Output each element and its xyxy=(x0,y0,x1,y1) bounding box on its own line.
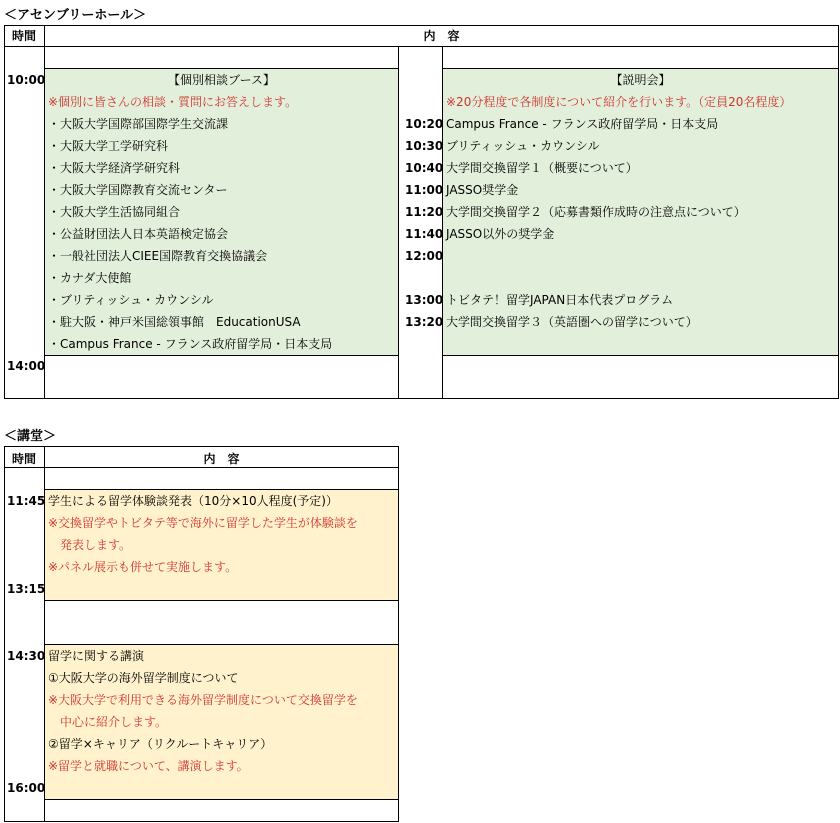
session-time: 10:40 xyxy=(405,161,444,175)
booth-item: ・一般社団法人CIEE国際教育交換協議会 xyxy=(48,249,268,263)
booth-item: ・大阪大学工学研究科 xyxy=(48,139,169,153)
assembly-header-time: 時間 xyxy=(11,29,36,43)
lecture-2-line: 留学に関する講演 xyxy=(48,649,145,663)
lecture-1-line: 学生による留学体験談発表（10分×10人程度(予定)） xyxy=(48,494,338,508)
session-time: 12:00 xyxy=(405,249,444,263)
session-time: 11:20 xyxy=(405,205,444,219)
lecture-header-content: 内 容 xyxy=(203,452,240,466)
lecture-time-2-start: 14:30 xyxy=(7,649,46,663)
lecture-2-line: ※留学と就職について、講演します。 xyxy=(48,759,249,773)
lecture-2-line: ①大阪大学の海外留学制度について xyxy=(48,671,239,685)
booth-heading: 【個別相談ブース】 xyxy=(167,73,276,87)
assembly-end-time: 14:00 xyxy=(7,359,46,373)
session-title: 大学間交換留学２（応募書類作成時の注意点について） xyxy=(446,205,746,219)
lecture-time-1-start: 11:45 xyxy=(7,494,46,508)
session-title: ブリティッシュ・カウンシル xyxy=(446,139,600,153)
booth-item: ・駐大阪・神戸米国総領事館 EducationUSA xyxy=(48,315,301,329)
session-title: 大学間交換留学３（英語圏への留学について） xyxy=(446,315,698,329)
session-time: 11:40 xyxy=(405,227,444,241)
booth-item: ・カナダ大使館 xyxy=(48,271,132,285)
lecture-2-line: ※大阪大学で利用できる海外留学制度について交換留学を xyxy=(48,693,358,707)
session-title: トビタテ！留学JAPAN日本代表プログラム xyxy=(446,293,674,307)
booth-item: ・Campus France - フランス政府留学局・日本支局 xyxy=(48,337,333,351)
session-time: 13:00 xyxy=(405,293,444,307)
session-title: JASSO奨学金 xyxy=(446,183,519,197)
assembly-start-time: 10:00 xyxy=(7,73,46,87)
session-title: Campus France - フランス政府留学局・日本支局 xyxy=(446,117,719,131)
session-time: 13:20 xyxy=(405,315,444,329)
booth-item: ・ブリティッシュ・カウンシル xyxy=(48,293,214,307)
lecture-header-time: 時間 xyxy=(11,452,36,466)
lecture-section-title: ＜講堂＞ xyxy=(4,429,57,444)
booth-item: ・大阪大学国際部国際学生交流課 xyxy=(48,117,229,131)
session-note: ※20分程度で各制度について紹介を行います。（定員20名程度） xyxy=(446,95,792,109)
lecture-time-1-end: 13:15 xyxy=(7,582,46,596)
session-time: 11:00 xyxy=(405,183,444,197)
lecture-1-line: ※交換留学やトビタテ等で海外に留学した学生が体験談を xyxy=(48,516,358,530)
assembly-header-content: 内 容 xyxy=(423,29,460,43)
booth-item: ・大阪大学国際教育交流センター xyxy=(48,183,228,197)
booth-item: ・大阪大学生活協同組合 xyxy=(48,205,181,219)
lecture-2-line: 中心に紹介します。 xyxy=(48,715,168,729)
booth-item: ・公益財団法人日本英語検定協会 xyxy=(48,227,229,241)
session-title: 大学間交換留学１（概要について） xyxy=(446,161,638,175)
assembly-section-title: ＜アセンブリーホール＞ xyxy=(4,8,147,23)
session-time: 10:30 xyxy=(405,139,444,153)
booth-item: ・大阪大学経済学研究科 xyxy=(48,161,181,175)
lecture-1-line: ※パネル展示も併せて実施します。 xyxy=(48,560,238,574)
session-title: JASSO以外の奨学金 xyxy=(446,227,555,241)
lecture-time-2-end: 16:00 xyxy=(7,781,46,795)
session-time: 10:20 xyxy=(405,117,444,131)
session-heading: 【説明会】 xyxy=(610,73,671,87)
lecture-1-line: 発表します。 xyxy=(48,538,132,552)
booth-note: ※個別に皆さんの相談・質問にお答えします。 xyxy=(48,95,298,109)
lecture-2-line: ②留学×キャリア（リクルートキャリア） xyxy=(48,737,273,751)
